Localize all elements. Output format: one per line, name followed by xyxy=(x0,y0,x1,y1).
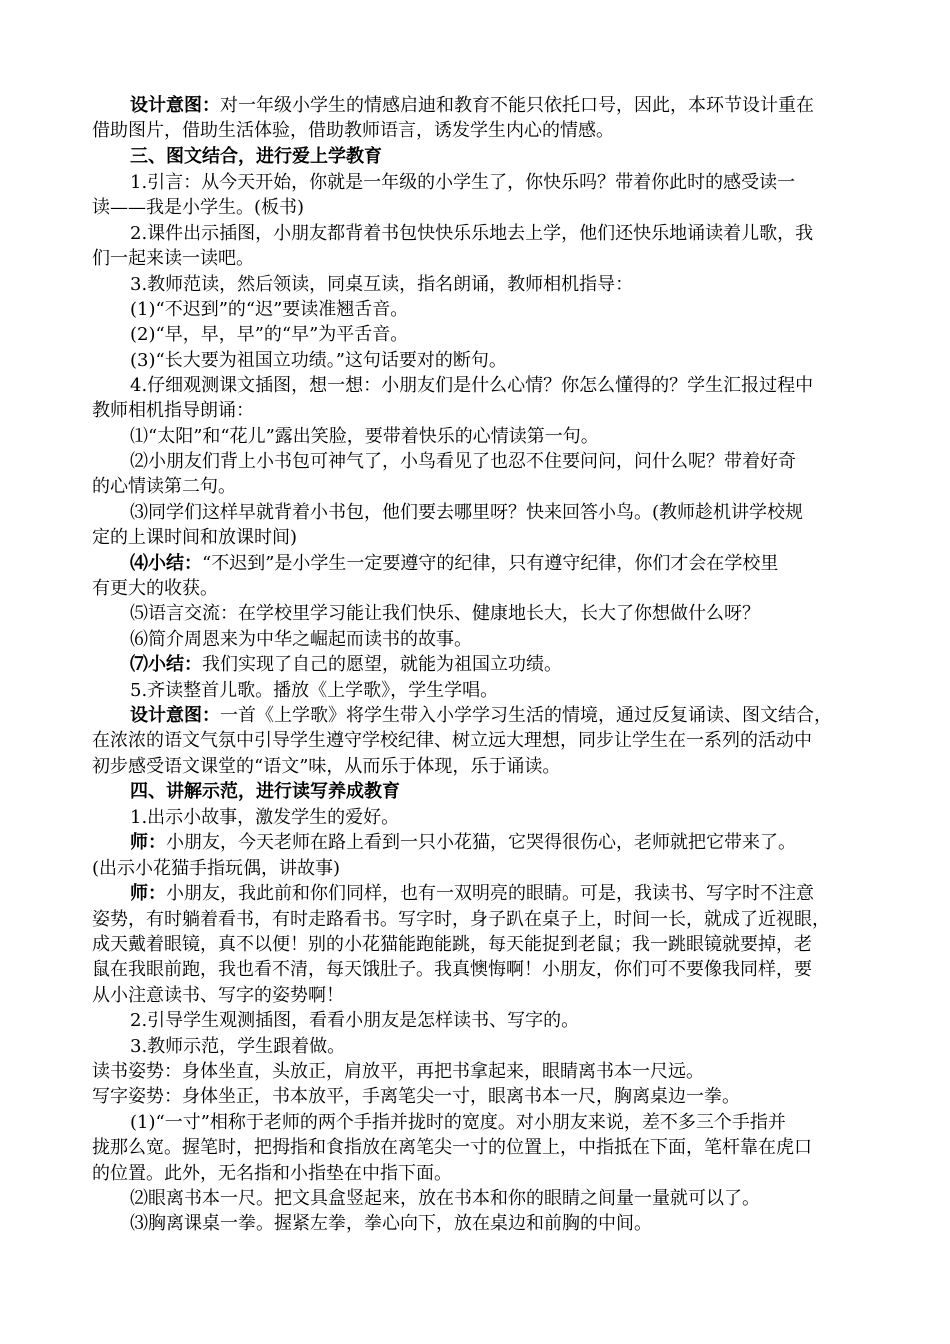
summary-label: ⑺小结： xyxy=(130,654,202,675)
text-line: ⑵眼离书本一尺。把文具盒竖起来，放在书本和你的眼睛之间量一量就可以了。 xyxy=(130,1188,760,1209)
text-line: (3)“长大要为祖国立功绩。”这句话要对的断句。 xyxy=(130,350,507,371)
text-line: 写字姿势：身体坐正，书本放平，手离笔尖一寸，眼离书本一尺，胸离桌边一拳。 xyxy=(92,1086,740,1107)
text-line: 定的上课时间和放课时间) xyxy=(92,527,298,548)
text-line: (出示小花猫手指玩偶，讲故事) xyxy=(92,858,341,879)
teacher-label: 师： xyxy=(130,832,166,853)
section-heading: 四、讲解示范，进行读写养成教育 xyxy=(130,781,400,802)
text-line: (1)“一寸”相称于老师的两个手指并拢时的宽度。对小朋友来说，差不多三个手指并 xyxy=(130,1112,786,1133)
text-line: ⑶胸离课桌一拳。握紧左拳，拳心向下，放在桌边和前胸的中间。 xyxy=(130,1213,652,1234)
text-line: 成天戴着眼镜，真不以便！别的小花猫能跑能跳，每天能捉到老鼠；我一跳眼镜就要掉，老 xyxy=(92,934,812,955)
text-line: (1)“不迟到”的“迟”要读准翘舌音。 xyxy=(130,299,409,320)
text-line: 3.教师范读，然后领读，同桌互读，指名朗诵，教师相机指导： xyxy=(130,274,634,295)
text-line: 师：小朋友，我此前和你们同样，也有一双明亮的眼睛。可是，我读书、写字时不注意 xyxy=(130,883,814,904)
text-line: (2)“早，早，早”的“早”为平舌音。 xyxy=(130,324,409,345)
text-line: 读——我是小学生。(板书) xyxy=(92,197,305,218)
text-line: 5.齐读整首儿歌。播放《上学歌》，学生学唱。 xyxy=(130,680,499,701)
text-line: ⑷小结：“不迟到”是小学生一定要遵守的纪律，只有遵守纪律，你们才会在学校里 xyxy=(130,553,779,574)
text-line: 们一起来读一读吧。 xyxy=(92,248,254,269)
text-line: 4.仔细观测课文插图，想一想：小朋友们是什么心情？你怎么懂得的？学生汇报过程中 xyxy=(130,375,814,396)
text-line: 设计意图：一首《上学歌》将学生带入小学学习生活的情境，通过反复诵读、图文结合， xyxy=(130,705,832,726)
text-line: 在浓浓的语文气氛中引导学生遵守学校纪律、树立远大理想，同步让学生在一系列的活动中 xyxy=(92,730,812,751)
text-line: 2.引导学生观测插图，看看小朋友是怎样读书、写字的。 xyxy=(130,1010,580,1031)
text-line: 鼠在我眼前跑，我也看不清，每天饿肚子。我真懊悔啊！小朋友，你们可不要像我同样，要 xyxy=(92,959,812,980)
text-line: 2.课件出示插图，小朋友都背着书包快快乐乐地去上学，他们还快乐地诵读着儿歌，我 xyxy=(130,223,814,244)
text-line: 读书姿势：身体坐直，头放正，肩放平，再把书拿起来，眼睛离书本一尺远。 xyxy=(92,1061,704,1082)
text-line: 设计意图：对一年级小学生的情感启迪和教育不能只依托口号，因此，本环节设计重在 xyxy=(130,95,814,116)
text-line: ⑴“太阳”和“花儿”露出笑脸，要带着快乐的心情读第一句。 xyxy=(130,426,599,447)
text-line: 师：小朋友，今天老师在路上看到一只小花猫，它哭得很伤心，老师就把它带来了。 xyxy=(130,832,796,853)
text-line: 教师相机指导朗诵： xyxy=(92,400,254,421)
text-line: 借助图片，借助生活体验，借助教师语言，诱发学生内心的情感。 xyxy=(92,120,614,141)
text-line: 的位置。此外，无名指和小指垫在中指下面。 xyxy=(92,1163,452,1184)
text-line: 1.出示小故事，激发学生的爱好。 xyxy=(130,807,400,828)
text-line: 初步感受语文课堂的“语文”味，从而乐于体现，乐于诵读。 xyxy=(92,756,561,777)
text-line: 1.引言：从今天开始，你就是一年级的小学生了，你快乐吗？带着你此时的感受读一 xyxy=(130,172,796,193)
text-line: ⑺小结：我们实现了自己的愿望，就能为祖国立功绩。 xyxy=(130,654,562,675)
text-line: 3.教师示范，学生跟着做。 xyxy=(130,1036,346,1057)
summary-label: ⑷小结： xyxy=(130,553,202,574)
text-line: 的心情读第二句。 xyxy=(92,476,236,497)
section-heading: 三、图文结合，进行爱上学教育 xyxy=(130,146,382,167)
teacher-label: 师： xyxy=(130,883,166,904)
text-line: 拢那么宽。握笔时，把拇指和食指放在离笔尖一寸的位置上，中指抵在下面，笔杆靠在虎口 xyxy=(92,1137,812,1158)
text-line: 姿势，有时躺着看书，有时走路看书。写字时，身子趴在桌子上，时间一长，就成了近视眼， xyxy=(92,909,830,930)
text-line: ⑸语言交流：在学校里学习能让我们快乐、健康地长大，长大了你想做什么呀？ xyxy=(130,603,760,624)
text-line: ⑵小朋友们背上小书包可神气了，小鸟看见了也忍不住要问问，问什么呢？带着好奇 xyxy=(130,451,796,472)
design-intent-label: 设计意图： xyxy=(130,705,220,726)
text-line: 从小注意读书、写字的姿势啊！ xyxy=(92,985,344,1006)
text-line: ⑹简介周恩来为中华之崛起而读书的故事。 xyxy=(130,629,472,650)
text-line: 有更大的收获。 xyxy=(92,578,218,599)
design-intent-label: 设计意图： xyxy=(130,95,220,116)
text-line: ⑶同学们这样早就背着小书包，他们要去哪里呀？快来回答小鸟。(教师趁机讲学校规 xyxy=(130,502,804,523)
